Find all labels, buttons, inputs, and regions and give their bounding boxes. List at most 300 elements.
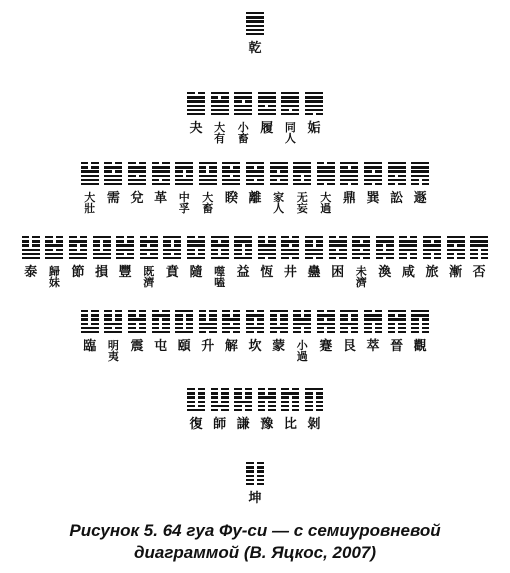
yang-line (352, 253, 370, 255)
yin-line (163, 244, 181, 246)
yin-line (93, 240, 111, 242)
yang-line (234, 105, 252, 107)
yang-line (423, 249, 441, 251)
hexagram-name: 屯 (154, 339, 168, 355)
yin-line (116, 240, 134, 242)
yang-line (222, 162, 240, 164)
yin-line (211, 388, 229, 390)
yin-line (246, 310, 264, 312)
yin-line (258, 105, 276, 107)
hexagram-name: 遯 (413, 191, 427, 207)
yang-line (152, 183, 170, 185)
yang-line (329, 240, 347, 242)
hexagram-name: 豫 (260, 417, 274, 433)
yang-line (305, 236, 323, 238)
yang-line (364, 166, 382, 168)
caption-line-2: диаграммой (В. Яцкос, 2007) (133, 543, 377, 562)
yang-line (305, 100, 323, 102)
yang-line (175, 179, 193, 181)
yin-line (270, 331, 288, 333)
figure-caption (0, 520, 510, 564)
yin-line (211, 392, 229, 394)
yang-line (246, 175, 264, 177)
yang-line (222, 179, 240, 181)
hexagram-name: 坤 (248, 491, 262, 507)
yang-line (128, 331, 146, 333)
yin-line (199, 310, 217, 312)
yin-line (93, 249, 111, 251)
yin-line (258, 405, 276, 407)
hexagram-name: 大 畜 (202, 191, 214, 216)
yang-line (399, 249, 417, 251)
yang-line (69, 240, 87, 242)
yang-line (175, 162, 193, 164)
yin-line (329, 249, 347, 251)
hexagram-name: 中 孚 (178, 191, 190, 216)
hexagram-name: 噬 嗑 (214, 265, 226, 290)
yang-line (293, 166, 311, 168)
yang-line (281, 392, 299, 394)
yang-line (45, 253, 63, 255)
yin-line (305, 240, 323, 242)
yin-line (340, 318, 358, 320)
yin-line (246, 323, 264, 325)
yang-line (329, 244, 347, 246)
yang-line (246, 20, 264, 22)
yin-line (340, 327, 358, 329)
yin-line (234, 253, 252, 255)
yang-line (81, 170, 99, 172)
yin-line (81, 166, 99, 168)
yang-line (270, 183, 288, 185)
hexagram-name: 未 濟 (355, 265, 367, 290)
yang-line (152, 331, 170, 333)
yang-line (234, 92, 252, 94)
yin-line (305, 392, 323, 394)
yang-line (211, 113, 229, 115)
yang-line (222, 318, 240, 320)
yin-line (281, 405, 299, 407)
yin-line (104, 170, 122, 172)
yang-line (317, 323, 335, 325)
yang-line (340, 175, 358, 177)
yin-line (423, 253, 441, 255)
yin-line (246, 475, 264, 477)
yin-line (411, 179, 429, 181)
yin-line (222, 331, 240, 333)
yin-line (376, 244, 394, 246)
hexagram-name: 離 (248, 191, 262, 207)
yin-line (340, 166, 358, 168)
yin-line (270, 314, 288, 316)
yin-line (246, 179, 264, 181)
yin-line (364, 331, 382, 333)
yin-line (234, 392, 252, 394)
yang-line (270, 162, 288, 164)
yin-line (246, 483, 264, 485)
yang-line (411, 310, 429, 312)
hexagram-name: 家 人 (273, 191, 285, 216)
yin-line (187, 92, 205, 94)
yang-line (293, 318, 311, 320)
hexagram-name: 訟 (390, 191, 404, 207)
yin-line (222, 175, 240, 177)
hexagram-name: 夬 (189, 121, 203, 137)
yin-line (116, 236, 134, 238)
hexagram-name: 謙 (236, 417, 250, 433)
yin-line (104, 162, 122, 164)
yang-line (222, 183, 240, 185)
yang-line (81, 331, 99, 333)
yin-line (258, 257, 276, 259)
yin-line (246, 166, 264, 168)
yang-line (116, 244, 134, 246)
hexagram-name: 節 (71, 265, 85, 281)
yang-line (104, 179, 122, 181)
yin-line (423, 240, 441, 242)
yang-line (211, 244, 229, 246)
yang-line (81, 175, 99, 177)
yin-line (364, 323, 382, 325)
yin-line (447, 253, 465, 255)
yin-line (305, 405, 323, 407)
yin-line (69, 244, 87, 246)
yin-line (293, 331, 311, 333)
yang-line (411, 162, 429, 164)
yang-line (388, 179, 406, 181)
yin-line (81, 323, 99, 325)
yin-line (470, 249, 488, 251)
yin-line (399, 257, 417, 259)
yang-line (199, 183, 217, 185)
yang-line (270, 175, 288, 177)
yang-line (305, 92, 323, 94)
yin-line (163, 253, 181, 255)
yang-line (69, 257, 87, 259)
yin-line (234, 100, 252, 102)
yang-line (281, 92, 299, 94)
yang-line (364, 318, 382, 320)
yin-line (317, 162, 335, 164)
yin-line (152, 179, 170, 181)
yin-line (423, 257, 441, 259)
yin-line (152, 318, 170, 320)
yang-line (411, 314, 429, 316)
hexagram-name: 旅 (425, 265, 439, 281)
yang-line (388, 318, 406, 320)
yang-line (258, 109, 276, 111)
yang-line (128, 179, 146, 181)
yang-line (93, 257, 111, 259)
hexagram-name: 隨 (189, 265, 203, 281)
yin-line (470, 257, 488, 259)
yin-line (222, 166, 240, 168)
yang-line (317, 314, 335, 316)
yin-line (376, 257, 394, 259)
yin-line (317, 331, 335, 333)
yin-line (270, 170, 288, 172)
yang-line (258, 244, 276, 246)
hexagram-name: 革 (154, 191, 168, 207)
yang-line (258, 396, 276, 398)
yang-line (317, 175, 335, 177)
yin-line (270, 318, 288, 320)
yin-line (152, 310, 170, 312)
yin-line (187, 396, 205, 398)
yin-line (22, 240, 40, 242)
yin-line (364, 327, 382, 329)
yang-line (258, 100, 276, 102)
yin-line (317, 327, 335, 329)
yang-line (175, 331, 193, 333)
yin-line (211, 401, 229, 403)
yin-line (411, 331, 429, 333)
hexagram-name: 同 人 (284, 121, 296, 146)
yin-line (211, 253, 229, 255)
yin-line (199, 318, 217, 320)
yang-line (305, 253, 323, 255)
hexagram-name: 姤 (307, 121, 321, 137)
yang-line (352, 236, 370, 238)
yin-line (281, 236, 299, 238)
yin-line (152, 162, 170, 164)
yang-line (293, 183, 311, 185)
yin-line (234, 409, 252, 411)
yang-line (423, 236, 441, 238)
hexagram-name: 漸 (449, 265, 463, 281)
hexagram-name: 坎 (248, 339, 262, 355)
yin-line (352, 257, 370, 259)
yin-line (470, 253, 488, 255)
yang-line (45, 257, 63, 259)
yin-line (199, 331, 217, 333)
yin-line (411, 318, 429, 320)
yang-line (234, 236, 252, 238)
yin-line (305, 401, 323, 403)
yang-line (211, 92, 229, 94)
yin-line (175, 318, 193, 320)
yang-line (199, 327, 217, 329)
yang-line (470, 236, 488, 238)
yin-line (246, 479, 264, 481)
hexagram-name: 井 (283, 265, 297, 281)
hexagram-name: 震 (130, 339, 144, 355)
yin-line (340, 314, 358, 316)
yin-line (340, 331, 358, 333)
yin-line (211, 409, 229, 411)
yang-line (388, 166, 406, 168)
yin-line (69, 236, 87, 238)
yin-line (81, 310, 99, 312)
yin-line (305, 113, 323, 115)
yang-line (211, 109, 229, 111)
yang-line (234, 113, 252, 115)
yang-line (281, 253, 299, 255)
yang-line (140, 249, 158, 251)
hexagram-name: 歸 妹 (48, 265, 60, 290)
yin-line (246, 318, 264, 320)
yang-line (211, 257, 229, 259)
yin-line (293, 179, 311, 181)
yang-line (340, 323, 358, 325)
yin-line (388, 331, 406, 333)
hexagram-name: 解 (224, 339, 238, 355)
hexagram-name: 益 (236, 265, 250, 281)
yang-line (281, 105, 299, 107)
yin-line (81, 162, 99, 164)
yang-line (175, 166, 193, 168)
yin-line (258, 409, 276, 411)
yang-line (234, 257, 252, 259)
yin-line (163, 240, 181, 242)
hexagram-name: 升 (201, 339, 215, 355)
yin-line (199, 166, 217, 168)
yang-line (411, 166, 429, 168)
yang-line (45, 244, 63, 246)
yang-line (199, 179, 217, 181)
yang-line (234, 109, 252, 111)
yin-line (329, 236, 347, 238)
yin-line (81, 318, 99, 320)
yang-line (281, 249, 299, 251)
yin-line (234, 388, 252, 390)
yang-line (93, 253, 111, 255)
yin-line (104, 327, 122, 329)
yang-line (163, 257, 181, 259)
yin-line (211, 96, 229, 98)
hexagram-name: 大 過 (320, 191, 332, 216)
yin-line (305, 396, 323, 398)
hexagram-name: 困 (331, 265, 345, 281)
yin-line (352, 249, 370, 251)
yin-line (388, 183, 406, 185)
hexagram-name: 晉 (390, 339, 404, 355)
yin-line (305, 257, 323, 259)
yang-line (293, 162, 311, 164)
yin-line (128, 310, 146, 312)
yang-line (211, 236, 229, 238)
yin-line (128, 323, 146, 325)
yang-line (104, 175, 122, 177)
hexagram-name: 比 (283, 417, 297, 433)
hexagram-name: 臨 (83, 339, 97, 355)
yang-line (140, 257, 158, 259)
yang-line (447, 240, 465, 242)
yang-line (305, 388, 323, 390)
yang-line (222, 327, 240, 329)
yin-line (281, 388, 299, 390)
hexagram-name: 復 (189, 417, 203, 433)
yang-line (399, 244, 417, 246)
yin-line (329, 257, 347, 259)
hexagram-name: 兌 (130, 191, 144, 207)
yin-line (411, 323, 429, 325)
yin-line (199, 170, 217, 172)
yin-line (447, 257, 465, 259)
yin-line (45, 236, 63, 238)
yin-line (211, 396, 229, 398)
yin-line (411, 183, 429, 185)
yin-line (175, 170, 193, 172)
yang-line (81, 179, 99, 181)
yin-line (317, 318, 335, 320)
yin-line (222, 323, 240, 325)
yin-line (317, 183, 335, 185)
yin-line (211, 240, 229, 242)
yang-line (246, 25, 264, 27)
yang-line (399, 240, 417, 242)
yang-line (423, 244, 441, 246)
yin-line (199, 314, 217, 316)
hexagram-name: 大 壯 (84, 191, 96, 216)
yin-line (175, 175, 193, 177)
hexagram-name: 恆 (260, 265, 274, 281)
yang-line (246, 12, 264, 14)
yang-line (246, 170, 264, 172)
hexagram-name: 小 畜 (237, 121, 249, 146)
hexagram-name: 泰 (24, 265, 38, 281)
yin-line (352, 240, 370, 242)
hexagram-name: 大 有 (214, 121, 226, 146)
yang-line (447, 249, 465, 251)
yang-line (234, 240, 252, 242)
yang-line (187, 105, 205, 107)
yang-line (270, 327, 288, 329)
yang-line (128, 166, 146, 168)
yang-line (281, 96, 299, 98)
hexagram-name: 艮 (342, 339, 356, 355)
yang-line (388, 170, 406, 172)
yang-line (258, 92, 276, 94)
yin-line (399, 253, 417, 255)
yang-line (270, 166, 288, 168)
yang-line (258, 113, 276, 115)
yin-line (246, 462, 264, 464)
yin-line (140, 253, 158, 255)
yang-line (187, 113, 205, 115)
yang-line (104, 183, 122, 185)
yang-line (163, 236, 181, 238)
hexagram-name: 巽 (366, 191, 380, 207)
yin-line (222, 314, 240, 316)
yang-line (22, 257, 40, 259)
yin-line (364, 170, 382, 172)
yin-line (234, 396, 252, 398)
yang-line (317, 179, 335, 181)
hexagram-name: 觀 (413, 339, 427, 355)
caption-line-1: Рисунок 5. 64 гуа Фу-си — с семиуровневой (69, 521, 441, 540)
yin-line (447, 244, 465, 246)
yin-line (116, 253, 134, 255)
yang-line (81, 327, 99, 329)
yang-line (376, 236, 394, 238)
yin-line (187, 253, 205, 255)
yin-line (187, 405, 205, 407)
yang-line (152, 314, 170, 316)
yin-line (175, 327, 193, 329)
yin-line (128, 327, 146, 329)
yin-line (140, 244, 158, 246)
yin-line (364, 183, 382, 185)
yin-line (293, 175, 311, 177)
yang-line (187, 109, 205, 111)
hexagram-name: 咸 (401, 265, 415, 281)
yin-line (175, 314, 193, 316)
hexagram-name: 豐 (118, 265, 132, 281)
yang-line (246, 183, 264, 185)
yin-line (281, 244, 299, 246)
yang-line (175, 183, 193, 185)
